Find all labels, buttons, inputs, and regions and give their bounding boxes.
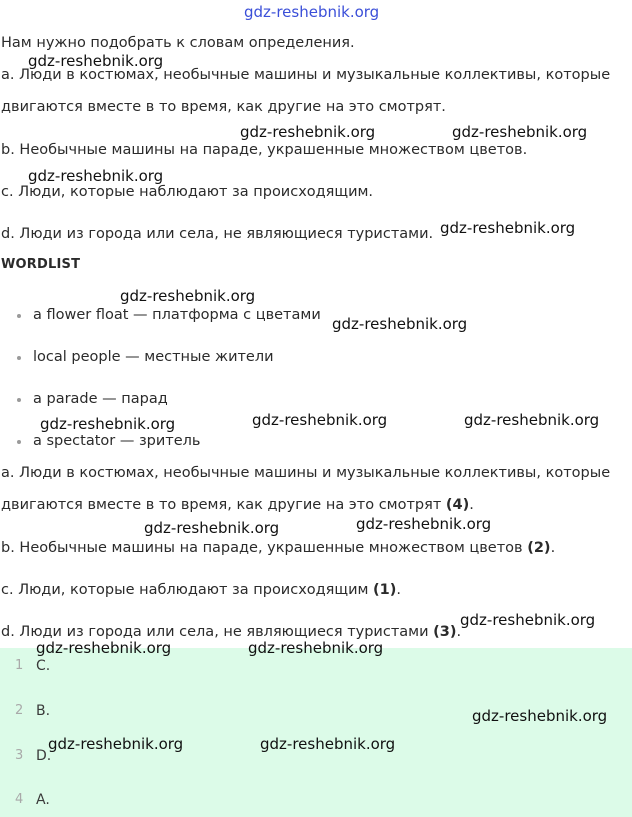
wordlist-item: a flower float — платформа с цветами <box>33 307 321 323</box>
answer-c-number: (1) <box>373 582 397 598</box>
watermark: gdz-reshebnik.org <box>464 411 600 429</box>
answer-line-number: 2 <box>15 703 24 718</box>
answer-b-text: b. Необычные машины на параде, украшенные множеством цветов <box>1 540 523 556</box>
answer-line-number: 3 <box>15 748 24 763</box>
answer-code-block <box>0 648 632 817</box>
watermark: gdz-reshebnik.org <box>356 515 492 533</box>
bullet-icon <box>17 314 21 318</box>
watermark: gdz-reshebnik.org <box>440 219 576 237</box>
watermark: gdz-reshebnik.org <box>460 611 596 629</box>
bullet-icon <box>17 440 21 444</box>
answer-a-end: . <box>469 497 474 513</box>
wordlist-item: a parade — парад <box>33 391 168 407</box>
watermark-top[interactable]: gdz-reshebnik.org <box>244 3 380 21</box>
question-b: b. Необычные машины на параде, украшенные множеством цветов. <box>1 142 528 158</box>
answer-c-end: . <box>396 582 401 598</box>
watermark: gdz-reshebnik.org <box>240 123 376 141</box>
answer-d-end: . <box>456 624 462 640</box>
watermark: gdz-reshebnik.org <box>248 639 384 657</box>
watermark: gdz-reshebnik.org <box>28 52 164 70</box>
watermark: gdz-reshebnik.org <box>252 411 388 429</box>
question-c: c. Люди, которые наблюдают за происходящим. <box>1 184 374 200</box>
wordlist-item: a spectator — зритель <box>33 433 201 449</box>
watermark: gdz-reshebnik.org <box>452 123 588 141</box>
answer-d-number: (3) <box>433 624 457 640</box>
answer-a-number: (4) <box>445 497 470 513</box>
question-a-line2: двигаются вместе в то время, как другие на это смотрят. <box>1 99 446 115</box>
watermark: gdz-reshebnik.org <box>472 707 608 725</box>
bullet-icon <box>17 398 21 402</box>
watermark: gdz-reshebnik.org <box>144 519 280 537</box>
answer-a-line1: a. Люди в костюмах, необычные машины и музыкальные коллективы, которые <box>1 465 611 481</box>
watermark: gdz-reshebnik.org <box>260 735 396 753</box>
answer-c-text: c. Люди, которые наблюдают за происходящим <box>1 582 369 598</box>
wordlist-item: local people — местные жители <box>33 349 274 365</box>
answer-line-value: B. <box>36 703 51 719</box>
answer-line-number: 4 <box>15 792 24 807</box>
answer-line-value: A. <box>36 792 50 808</box>
answer-b <box>1 539 555 557</box>
answer-b-end: . <box>550 540 556 556</box>
intro-text: Нам нужно подобрать к словам определения. <box>1 35 355 51</box>
watermark: gdz-reshebnik.org <box>120 287 256 305</box>
watermark: gdz-reshebnik.org <box>40 415 176 433</box>
question-a-line1: a. Люди в костюмах, необычные машины и музыкальные коллективы, которые <box>1 67 611 83</box>
answer-a-text: двигаются вместе в то время, как другие на это смотрят <box>1 497 442 513</box>
watermark: gdz-reshebnik.org <box>332 315 468 333</box>
question-d: d. Люди из города или села, не являющиеся туристами. <box>1 226 434 242</box>
answer-line-value: C. <box>36 658 51 674</box>
answer-b-number: (2) <box>527 540 551 556</box>
bullet-icon <box>17 356 21 360</box>
answer-line-value: D. <box>36 748 52 764</box>
answer-c <box>1 581 401 599</box>
watermark: gdz-reshebnik.org <box>36 639 172 657</box>
answer-line-number: 1 <box>15 658 24 673</box>
watermark: gdz-reshebnik.org <box>28 167 164 185</box>
wordlist-heading: WORDLIST <box>1 257 81 272</box>
watermark: gdz-reshebnik.org <box>48 735 184 753</box>
answer-d-text: d. Люди из города или села, не являющиеся туристами <box>1 624 429 640</box>
answer-a-line2 <box>1 496 474 514</box>
